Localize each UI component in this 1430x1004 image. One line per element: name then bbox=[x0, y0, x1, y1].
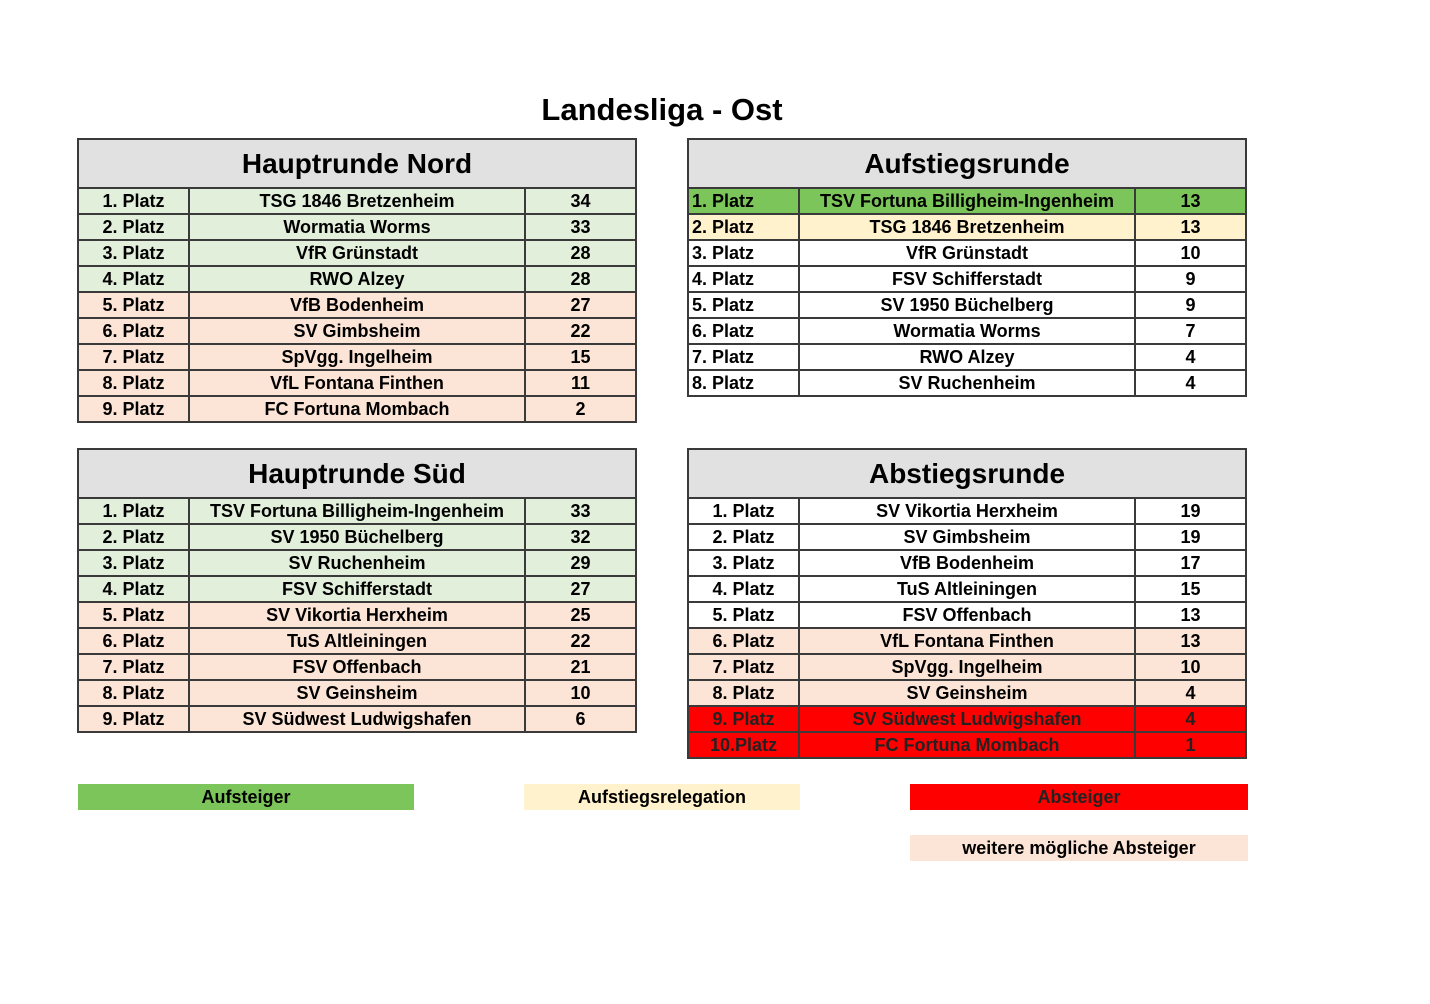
table-row bbox=[77, 267, 637, 293]
place-cell: 3. Platz bbox=[79, 551, 190, 575]
points-cell: 4 bbox=[1185, 708, 1196, 729]
place-cell: 6. Platz bbox=[689, 629, 800, 653]
team-cell: VfB Bodenheim bbox=[190, 293, 526, 317]
table-row bbox=[687, 525, 1247, 551]
points-cell: 10 bbox=[570, 682, 591, 703]
points-cell: 1 bbox=[1185, 734, 1196, 755]
points-cell: 15 bbox=[1180, 578, 1201, 599]
table-row bbox=[77, 189, 637, 215]
table-row bbox=[687, 267, 1247, 293]
table-row bbox=[687, 707, 1247, 733]
team-cell: TSV Fortuna Billigheim-Ingenheim bbox=[190, 499, 526, 523]
place-cell: 8. Platz bbox=[79, 681, 190, 705]
team-cell: FC Fortuna Mombach bbox=[190, 397, 526, 421]
place-cell: 7. Platz bbox=[689, 345, 800, 369]
table-row bbox=[77, 397, 637, 423]
points-cell: 13 bbox=[1180, 604, 1201, 625]
team-cell: SV Gimbsheim bbox=[800, 525, 1136, 549]
table-row bbox=[77, 215, 637, 241]
team-cell: VfL Fontana Finthen bbox=[190, 371, 526, 395]
table-row bbox=[77, 603, 637, 629]
place-cell: 7. Platz bbox=[79, 345, 190, 369]
table-row bbox=[687, 189, 1247, 215]
place-cell: 2. Platz bbox=[689, 525, 800, 549]
points-cell: 11 bbox=[570, 372, 591, 393]
table-row bbox=[687, 577, 1247, 603]
team-cell: RWO Alzey bbox=[190, 267, 526, 291]
points-cell: 13 bbox=[1180, 630, 1201, 651]
points-cell: 28 bbox=[570, 268, 591, 289]
team-cell: SV Südwest Ludwigshafen bbox=[190, 707, 526, 731]
table-row bbox=[77, 707, 637, 733]
table-row bbox=[77, 629, 637, 655]
team-cell: VfR Grünstadt bbox=[190, 241, 526, 265]
table-row bbox=[77, 371, 637, 397]
team-cell: RWO Alzey bbox=[800, 345, 1136, 369]
points-cell: 6 bbox=[575, 708, 586, 729]
place-cell: 5. Platz bbox=[79, 603, 190, 627]
team-cell: SV Ruchenheim bbox=[190, 551, 526, 575]
points-cell: 25 bbox=[570, 604, 591, 625]
place-cell: 6. Platz bbox=[689, 319, 800, 343]
team-cell: Wormatia Worms bbox=[800, 319, 1136, 343]
points-cell: 33 bbox=[570, 216, 591, 237]
place-cell: 2. Platz bbox=[79, 215, 190, 239]
team-cell: TuS Altleiningen bbox=[190, 629, 526, 653]
points-cell: 29 bbox=[570, 552, 591, 573]
points-cell: 19 bbox=[1180, 500, 1201, 521]
table-row bbox=[77, 241, 637, 267]
place-cell: 6. Platz bbox=[79, 629, 190, 653]
team-cell: SV Vikortia Herxheim bbox=[190, 603, 526, 627]
table-aufstiegsrunde bbox=[687, 138, 1247, 397]
table-row bbox=[77, 681, 637, 707]
points-cell: 13 bbox=[1180, 190, 1201, 211]
table-title: Aufstiegsrunde bbox=[687, 138, 1247, 189]
place-cell: 9. Platz bbox=[689, 707, 800, 731]
place-cell: 4. Platz bbox=[79, 267, 190, 291]
table-row bbox=[687, 551, 1247, 577]
team-cell: VfB Bodenheim bbox=[800, 551, 1136, 575]
table-title: Hauptrunde Nord bbox=[77, 138, 637, 189]
team-cell: SV Vikortia Herxheim bbox=[800, 499, 1136, 523]
table-row bbox=[687, 655, 1247, 681]
points-cell: 17 bbox=[1180, 552, 1201, 573]
place-cell: 1. Platz bbox=[79, 189, 190, 213]
table-row bbox=[687, 293, 1247, 319]
points-cell: 28 bbox=[570, 242, 591, 263]
points-cell: 10 bbox=[1180, 656, 1201, 677]
place-cell: 9. Platz bbox=[79, 397, 190, 421]
table-body bbox=[77, 189, 637, 423]
table-row bbox=[77, 525, 637, 551]
table-row bbox=[77, 655, 637, 681]
table-row bbox=[687, 241, 1247, 267]
table-body bbox=[687, 189, 1247, 397]
points-cell: 32 bbox=[570, 526, 591, 547]
table-row bbox=[687, 603, 1247, 629]
table-row bbox=[687, 733, 1247, 759]
legend-weitere-absteiger: weitere mögliche Absteiger bbox=[910, 835, 1248, 861]
team-cell: SV Ruchenheim bbox=[800, 371, 1136, 395]
place-cell: 4. Platz bbox=[689, 267, 800, 291]
table-row bbox=[77, 345, 637, 371]
place-cell: 5. Platz bbox=[689, 293, 800, 317]
points-cell: 4 bbox=[1185, 372, 1196, 393]
team-cell: FC Fortuna Mombach bbox=[800, 733, 1136, 757]
place-cell: 7. Platz bbox=[689, 655, 800, 679]
team-cell: FSV Schifferstadt bbox=[800, 267, 1136, 291]
team-cell: SpVgg. Ingelheim bbox=[190, 345, 526, 369]
team-cell: SV Geinsheim bbox=[800, 681, 1136, 705]
table-row bbox=[77, 577, 637, 603]
table-row bbox=[77, 319, 637, 345]
legend-aufstiegsrelegation: Aufstiegsrelegation bbox=[524, 784, 800, 810]
team-cell: FSV Offenbach bbox=[190, 655, 526, 679]
team-cell: SV 1950 Büchelberg bbox=[800, 293, 1136, 317]
points-cell: 4 bbox=[1185, 346, 1196, 367]
table-row bbox=[687, 345, 1247, 371]
table-body bbox=[77, 499, 637, 733]
place-cell: 1. Platz bbox=[689, 499, 800, 523]
points-cell: 9 bbox=[1185, 268, 1196, 289]
place-cell: 6. Platz bbox=[79, 319, 190, 343]
points-cell: 21 bbox=[570, 656, 591, 677]
table-abstiegsrunde bbox=[687, 448, 1247, 759]
points-cell: 19 bbox=[1180, 526, 1201, 547]
place-cell: 5. Platz bbox=[79, 293, 190, 317]
table-row bbox=[687, 371, 1247, 397]
table-hauptrunde-nord bbox=[77, 138, 637, 423]
place-cell: 4. Platz bbox=[689, 577, 800, 601]
points-cell: 4 bbox=[1185, 682, 1196, 703]
team-cell: Wormatia Worms bbox=[190, 215, 526, 239]
table-title: Hauptrunde Süd bbox=[77, 448, 637, 499]
team-cell: TSV Fortuna Billigheim-Ingenheim bbox=[800, 189, 1136, 213]
legend-absteiger: Absteiger bbox=[910, 784, 1248, 810]
points-cell: 34 bbox=[570, 190, 591, 211]
team-cell: FSV Schifferstadt bbox=[190, 577, 526, 601]
legend-aufsteiger: Aufsteiger bbox=[78, 784, 414, 810]
points-cell: 22 bbox=[570, 630, 591, 651]
points-cell: 27 bbox=[570, 294, 591, 315]
points-cell: 13 bbox=[1180, 216, 1201, 237]
team-cell: SV Gimbsheim bbox=[190, 319, 526, 343]
place-cell: 2. Platz bbox=[689, 215, 800, 239]
team-cell: FSV Offenbach bbox=[800, 603, 1136, 627]
page-title: Landesliga - Ost bbox=[541, 92, 783, 127]
table-row bbox=[687, 629, 1247, 655]
points-cell: 7 bbox=[1185, 320, 1196, 341]
place-cell: 10.Platz bbox=[689, 733, 800, 757]
table-row bbox=[687, 681, 1247, 707]
team-cell: SV Südwest Ludwigshafen bbox=[800, 707, 1136, 731]
place-cell: 3. Platz bbox=[689, 551, 800, 575]
table-body bbox=[687, 499, 1247, 759]
points-cell: 33 bbox=[570, 500, 591, 521]
points-cell: 9 bbox=[1185, 294, 1196, 315]
place-cell: 5. Platz bbox=[689, 603, 800, 627]
points-cell: 27 bbox=[570, 578, 591, 599]
place-cell: 9. Platz bbox=[79, 707, 190, 731]
table-row bbox=[687, 319, 1247, 345]
team-cell: TuS Altleiningen bbox=[800, 577, 1136, 601]
points-cell: 10 bbox=[1180, 242, 1201, 263]
place-cell: 3. Platz bbox=[689, 241, 800, 265]
place-cell: 8. Platz bbox=[689, 371, 800, 395]
team-cell: TSG 1846 Bretzenheim bbox=[800, 215, 1136, 239]
place-cell: 8. Platz bbox=[79, 371, 190, 395]
team-cell: VfR Grünstadt bbox=[800, 241, 1136, 265]
place-cell: 8. Platz bbox=[689, 681, 800, 705]
team-cell: SpVgg. Ingelheim bbox=[800, 655, 1136, 679]
team-cell: TSG 1846 Bretzenheim bbox=[190, 189, 526, 213]
team-cell: SV 1950 Büchelberg bbox=[190, 525, 526, 549]
table-row bbox=[687, 215, 1247, 241]
table-row bbox=[77, 499, 637, 525]
place-cell: 1. Platz bbox=[79, 499, 190, 523]
points-cell: 22 bbox=[570, 320, 591, 341]
points-cell: 2 bbox=[575, 398, 586, 419]
team-cell: SV Geinsheim bbox=[190, 681, 526, 705]
table-row bbox=[77, 293, 637, 319]
place-cell: 2. Platz bbox=[79, 525, 190, 549]
table-row bbox=[687, 499, 1247, 525]
place-cell: 1. Platz bbox=[689, 189, 800, 213]
points-cell: 15 bbox=[570, 346, 591, 367]
place-cell: 3. Platz bbox=[79, 241, 190, 265]
place-cell: 7. Platz bbox=[79, 655, 190, 679]
table-title: Abstiegsrunde bbox=[687, 448, 1247, 499]
table-hauptrunde-sued bbox=[77, 448, 637, 733]
place-cell: 4. Platz bbox=[79, 577, 190, 601]
team-cell: VfL Fontana Finthen bbox=[800, 629, 1136, 653]
table-row bbox=[77, 551, 637, 577]
